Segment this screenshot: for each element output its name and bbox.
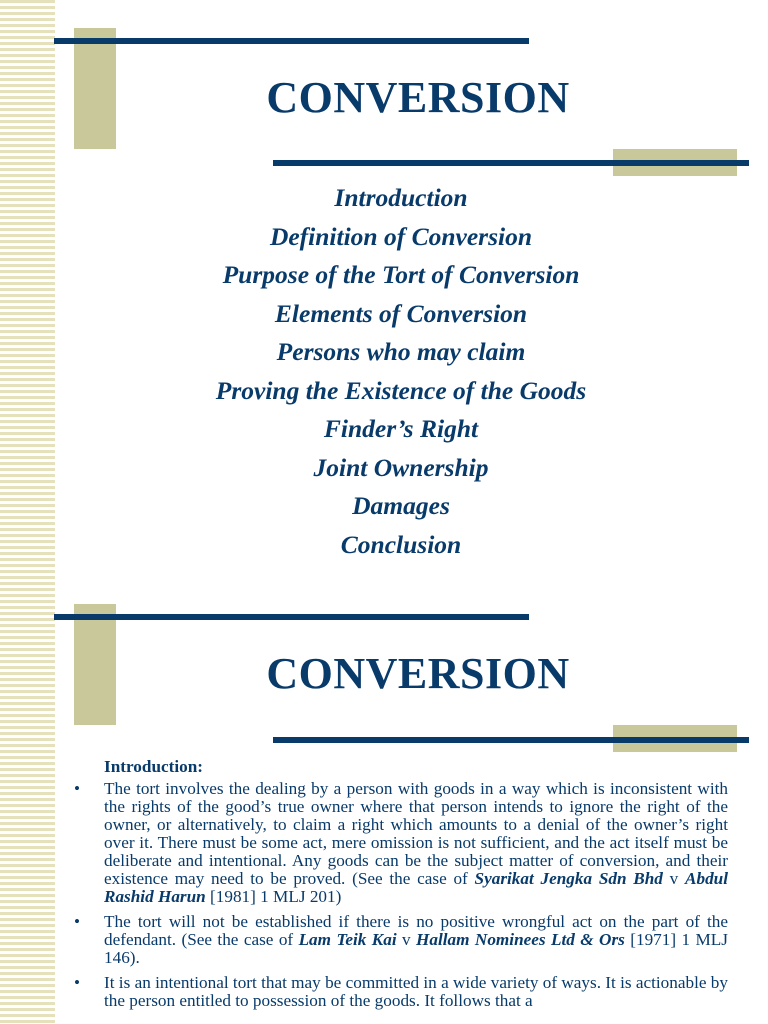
section-heading: Introduction:	[104, 757, 204, 776]
paragraph-text: The tort involves the dealing by a person with goods in a way which is inconsistent with the rights of the good’s true owner where that person intends to ignore the right of the owner, or alternatively, to claim a right which amounts to a denial of the owner’s right over it. There must be some act, mere omission is not sufficient, and the act itself must be deliberate and intentional. Any goods can be the subject matter of conversion, and their existence may need to be proved. (See the case of	[104, 779, 728, 888]
toc-item: Definition of Conversion	[269, 221, 533, 251]
list-item	[66, 974, 728, 1010]
case-name: Lam Teik Kai	[298, 930, 397, 949]
table-of-contents	[0, 180, 768, 565]
case-name: Abdul Rashid Harun	[104, 869, 729, 906]
case-name: Hallam Nominees Ltd & Ors	[416, 930, 625, 949]
title-rule-bottom	[273, 737, 749, 743]
toc-item: Elements of Conversion	[274, 298, 528, 328]
toc-item: Purpose of the Tort of Conversion	[222, 260, 580, 289]
toc-item: Finder’s Right	[323, 414, 479, 443]
toc-item: Damages	[352, 491, 450, 520]
list-item	[66, 780, 728, 906]
toc-item: Proving the Existence of the Goods	[215, 375, 587, 405]
versus-text: v	[662, 869, 686, 888]
slide2-content	[66, 758, 728, 1017]
toc-item: Persons who may claim	[276, 337, 526, 366]
case-name: Syarikat Jengka Sdn Bhd	[474, 869, 663, 888]
toc-item: Joint Ownership	[313, 452, 489, 482]
bullet-icon: •	[74, 912, 81, 931]
bullet-list	[66, 780, 728, 1010]
bullet-icon: •	[74, 973, 81, 992]
citation-text: [1981] 1 MLJ 201)	[205, 887, 342, 906]
slide1-title: CONVERSION	[266, 73, 570, 122]
paragraph-text: The tort will not be established if there is no positive wrongful act on the part of the defendant. (See the case of	[104, 912, 728, 949]
versus-text: v	[396, 930, 417, 949]
title-rule-top	[54, 614, 529, 620]
toc-item: Conclusion	[340, 529, 462, 559]
title-rule-bottom	[273, 160, 749, 166]
slide2-title: CONVERSION	[266, 649, 570, 698]
citation-text: [1971] 1 MLJ 146).	[104, 930, 728, 967]
paragraph-text: It is an intentional tort that may be committed in a wide variety of ways. It is actionable by the person entitled to possession of the goods. It follows that a	[104, 973, 728, 1010]
bullet-icon: •	[74, 779, 81, 798]
title-rule-top	[54, 38, 529, 44]
toc-item: Introduction	[334, 183, 468, 212]
list-item	[66, 913, 728, 967]
